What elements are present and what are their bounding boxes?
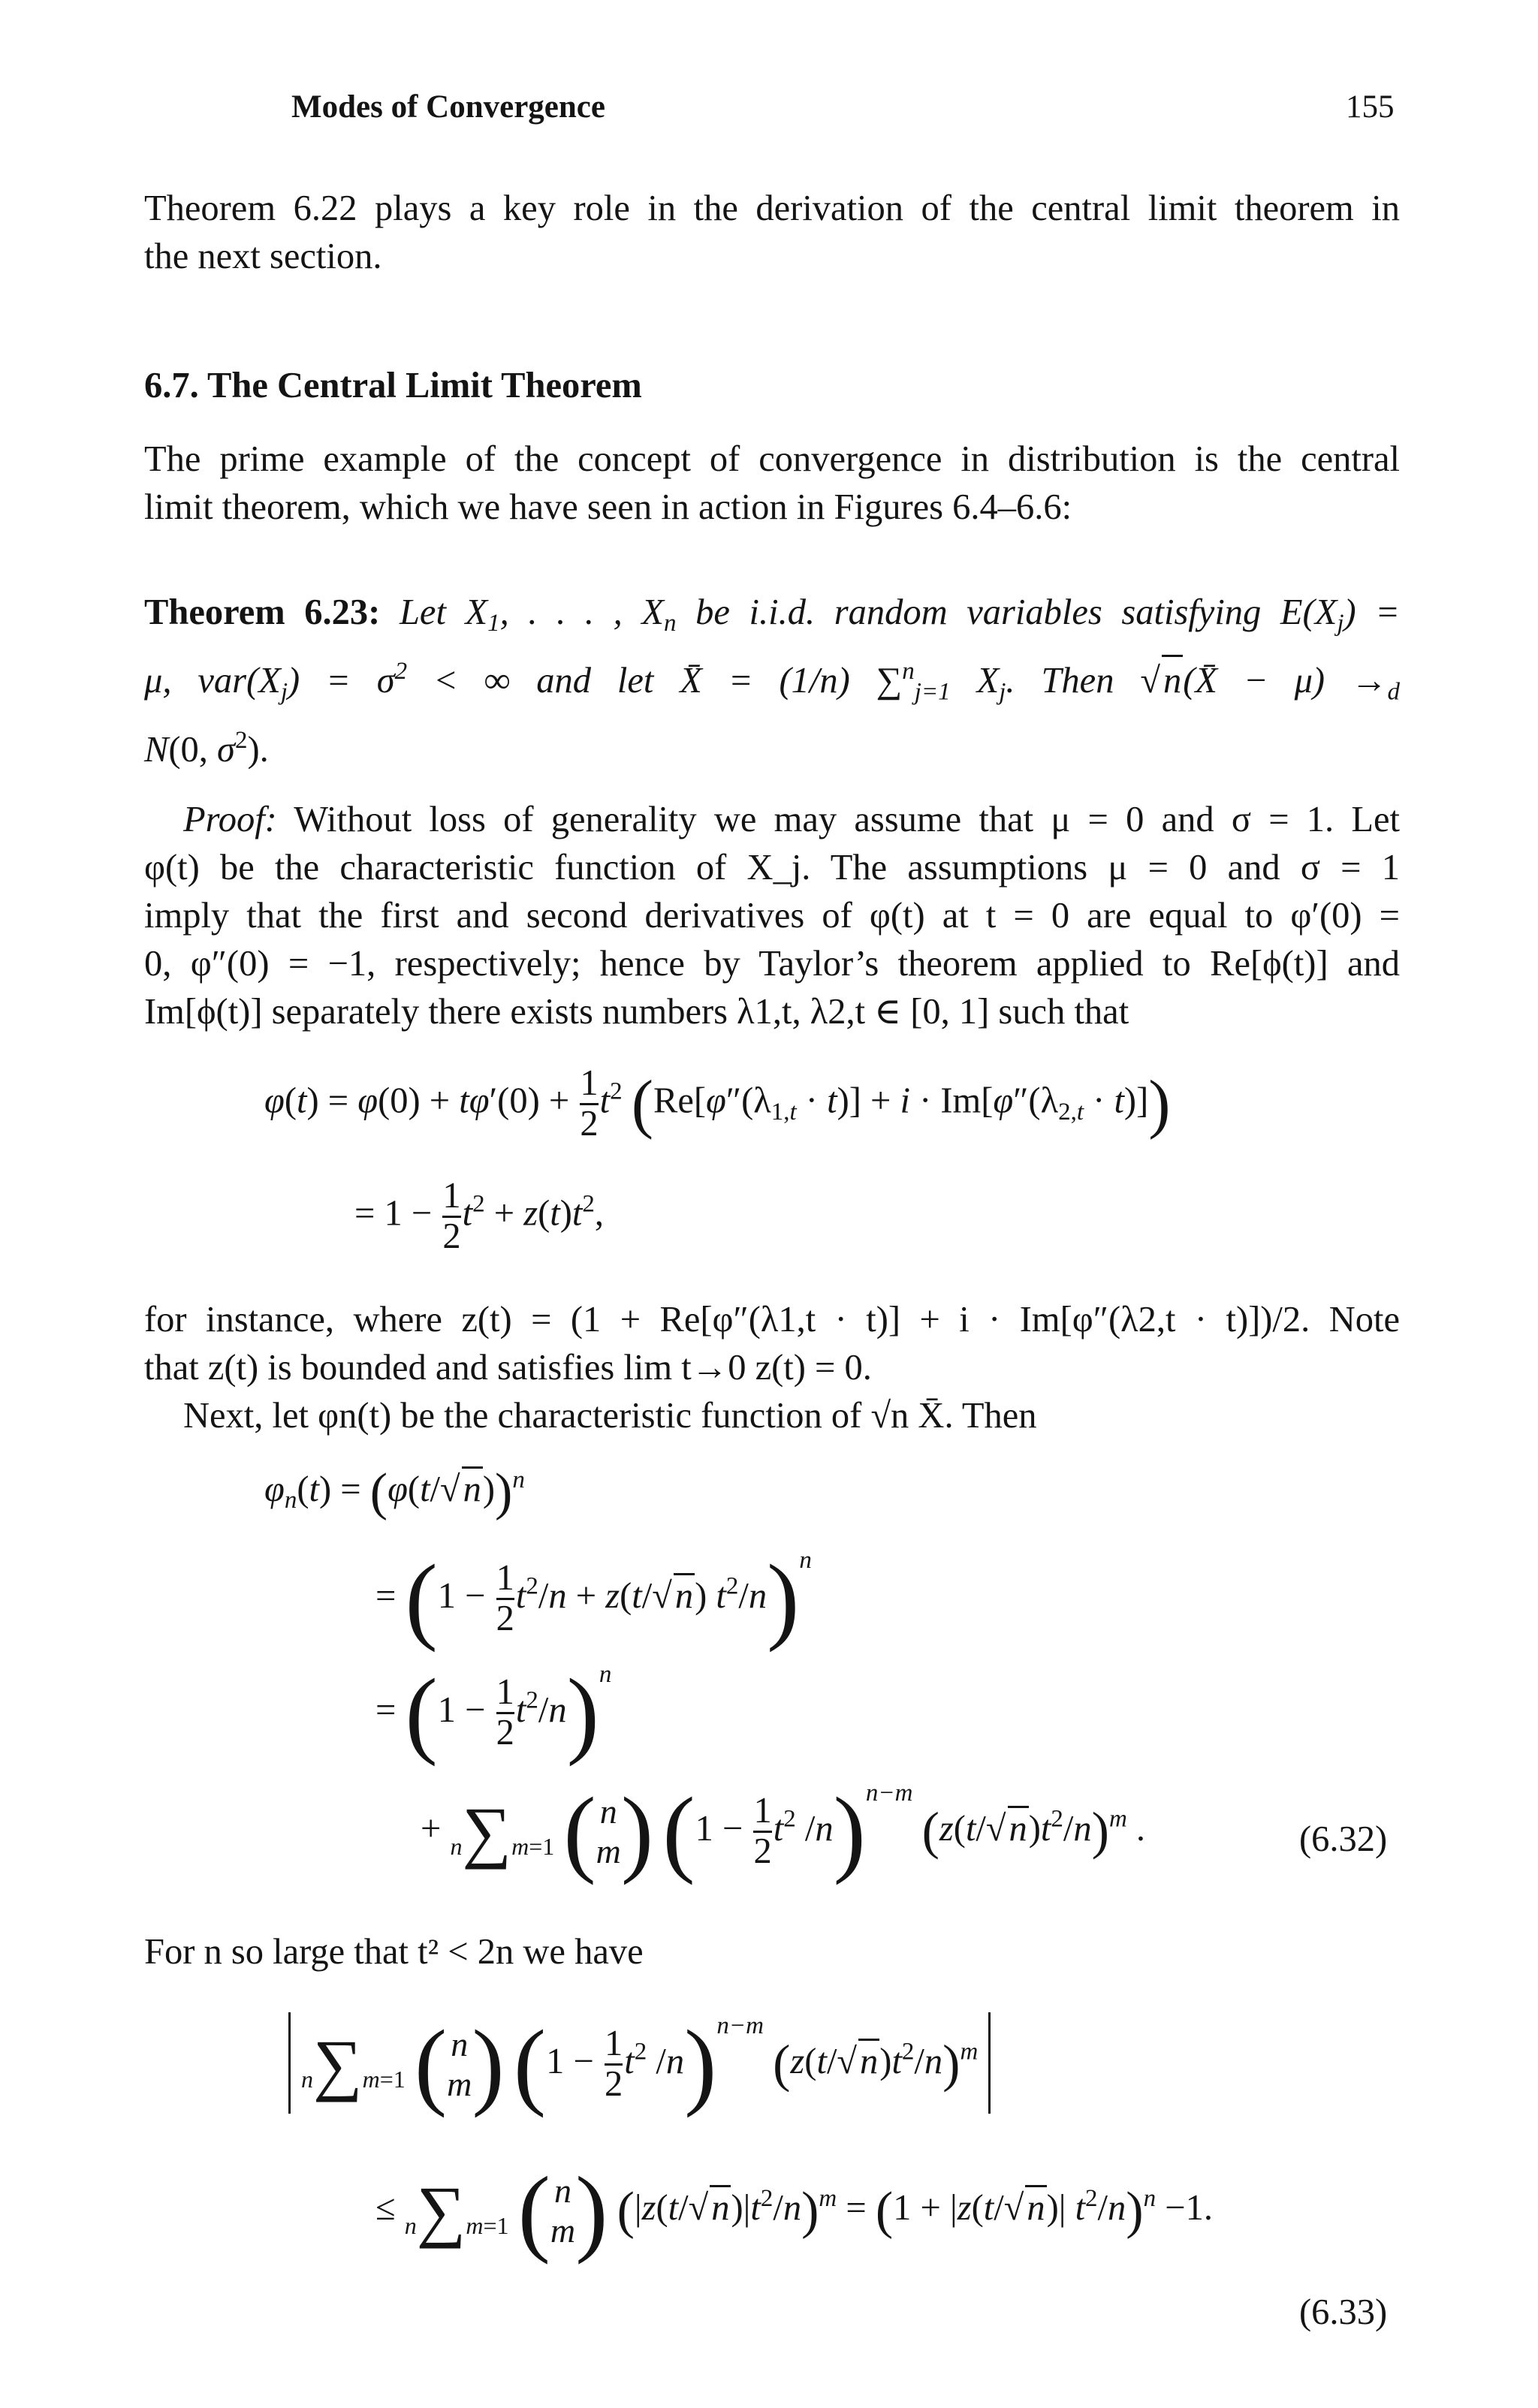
- proof-line-4: 0, φ″(0) = −1, respectively; hence by Taylor’s theorem applied to Re[ϕ(t)] and: [144, 944, 1400, 984]
- eq-6-32-line-3: = (1 − $\frac{1}{2}$ $t^2/n)^n$: [375, 1659, 612, 1768]
- eq-6-32-line-2: = (1 − $\frac{1}{2}$ $t^2/n + z(t/√n)$ $t^2/n)^n$: [375, 1545, 812, 1653]
- proof-paragraph: [144, 796, 1400, 1036]
- eq-6-32-line-1: $\varphi_n(t) = (\varphi(t/√n))^n$: [264, 1463, 525, 1521]
- proof-line-3: imply that the first and second derivatives of φ(t) at t = 0 are equal to φ′(0) =: [144, 896, 1400, 936]
- taylor-expansion-line-2: = 1 − $\frac{1}{2}$ $t^2 + z(t)t^2$,: [354, 1176, 604, 1256]
- z-definition-paragraph: [144, 1296, 1400, 1440]
- taylor-expansion-line-1: φ(t) = φ(0) + tφ′(0) + $\frac{1}{2}$ $t^2$ $(Re[\varphi''(\lambda_{1,t} \cdot t)] + i \cdot Im[\varphi''(\lambda_{2,t} \cdot t)])$: [264, 1063, 1171, 1144]
- proof-line-2: φ(t) be the characteristic function of X_j. The assumptions μ = 0 and σ = 1: [144, 848, 1400, 888]
- para1-line-1: The prime example of the concept of convergence in distribution is the central: [144, 439, 1400, 479]
- theorem-text-a: Let X: [399, 592, 488, 632]
- para2-line-1: for instance, where z(t) = (1 + Re[φ″(λ1,t · t)] + i · Im[φ″(λ2,t · t)])/2. Note: [144, 1300, 1400, 1340]
- para3-line-1: For n so large that t² < 2n we have: [144, 1932, 644, 1972]
- theorem-text-c: and let: [536, 661, 654, 701]
- proof-text-1: Without loss of generality we may assume that μ = 0 and σ = 1. Let: [294, 800, 1401, 839]
- theorem-label: Theorem 6.23:: [144, 592, 381, 632]
- proof-line-5: Im[ϕ(t)] separately there exists numbers λ1,t, λ2,t ∈ [0, 1] such that: [144, 992, 1129, 1032]
- para2-line-3: Next, let φn(t) be the characteristic function of √n X̄. Then: [183, 1396, 1037, 1436]
- theorem-line-1: Theorem 6.23: Let $X_1$, . . . , $X_n$ be i.i.d. random variables satisfying $E(X_j)$ =: [144, 592, 1400, 637]
- theorem-line-2: μ, $var(X_j) = \sigma^2$ < ∞ and let X̄ = (1/n) ∑$^n_{j=1}$ $X_j$. Then √n(X̄ − $\mu) \to_d$: [144, 647, 1400, 716]
- running-header-title: Modes of Convergence: [291, 89, 605, 125]
- theorem-6-23: Theorem 6.23: Let $X_1$, . . . , $X_n$ be i.i.d. random variables satisfying $E(X_j)$ = μ, $var(X_j) = \sigma^2$ < ∞ and let X̄ = (1/n) ∑$^n_{j=1}$ $X_j$. Then √n(X̄ − $\mu) \to_d$ N(0, $\sigma^2$).: [144, 589, 1400, 774]
- eq-6-32-line-4: + n∑m=1 ( n m ) (1 − $\frac{1}{2}$ $t^2$ /n)$^{n-m}$ $(z(t/√n)t^2/n)^m$ .: [421, 1777, 1146, 1886]
- clt-intro-paragraph: [144, 435, 1400, 532]
- intro-paragraph: [144, 185, 1400, 281]
- equation-number-6-32: (6.32): [1299, 1819, 1388, 1859]
- intro-line-2: the next section.: [144, 237, 382, 276]
- eq-6-33-line-2: ≤ n∑m=1 ( n m ) $(|z(t/√n)|t^2/n)^m = (1 + |z(t/√n)|$ $t^2/n)^n -1$.: [375, 2157, 1213, 2265]
- page-number: 155: [1346, 89, 1395, 125]
- equation-number-6-33: (6.33): [1299, 2292, 1388, 2332]
- eq-6-33-line-1: n∑m=1 ( n m ) (1 − $\frac{1}{2}$ $t^2$ /n)$^{n-m}$ $(z(t/√n)t^2/n)^m$: [288, 2012, 991, 2114]
- para1-line-2: limit theorem, which we have seen in action in Figures 6.4–6.6:: [144, 487, 1072, 527]
- section-heading: 6.7. The Central Limit Theorem: [144, 366, 642, 405]
- para2-line-2: that z(t) is bounded and satisfies lim t→0 z(t) = 0.: [144, 1348, 872, 1388]
- theorem-line-3: N: [144, 729, 169, 770]
- proof-label: Proof:: [183, 800, 277, 839]
- theorem-text-d: Then: [1041, 661, 1114, 701]
- intro-line-1: Theorem 6.22 plays a key role in the derivation of the central limit theorem in: [144, 188, 1400, 228]
- theorem-text-b: be i.i.d. random variables satisfying: [695, 592, 1262, 632]
- proof-line-1: [144, 796, 1400, 844]
